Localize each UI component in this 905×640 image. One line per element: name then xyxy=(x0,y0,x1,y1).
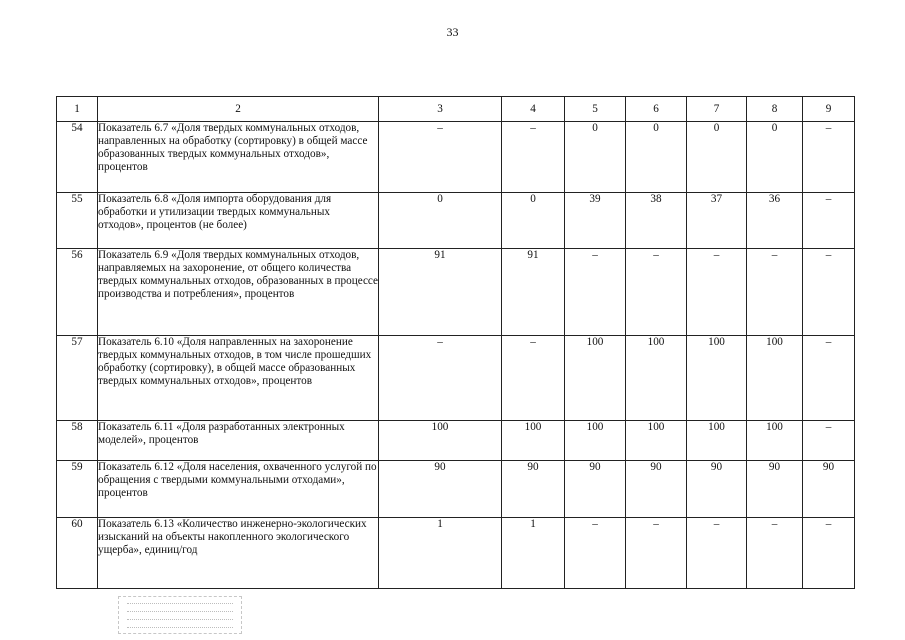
value-cell: – xyxy=(803,249,855,336)
indicator-description: Показатель 6.7 «Доля твердых коммунальных отходов, направленных на обработку (сортировку) в общей массе образованных твердых коммунальных отходов», процентов xyxy=(98,122,379,193)
indicator-description: Показатель 6.9 «Доля твердых коммунальных отходов, направляемых на захоронение, от общего количества твердых коммунальных отходов, образованных в процессе производства и потребления», процентов xyxy=(98,249,379,336)
value-cell: 90 xyxy=(687,461,747,518)
value-cell: 39 xyxy=(565,193,626,249)
faded-stamp xyxy=(118,596,242,634)
value-cell: 100 xyxy=(502,421,565,461)
value-cell: 90 xyxy=(626,461,687,518)
value-cell: 90 xyxy=(502,461,565,518)
value-cell: 91 xyxy=(502,249,565,336)
value-cell: 0 xyxy=(379,193,502,249)
value-cell: 0 xyxy=(626,122,687,193)
value-cell: – xyxy=(747,249,803,336)
indicator-description: Показатель 6.11 «Доля разработанных электронных моделей», процентов xyxy=(98,421,379,461)
value-cell: – xyxy=(803,421,855,461)
value-cell: 37 xyxy=(687,193,747,249)
row-number: 55 xyxy=(57,193,98,249)
value-cell: – xyxy=(379,122,502,193)
row-number: 57 xyxy=(57,336,98,421)
value-cell: – xyxy=(626,518,687,589)
table-row xyxy=(57,461,855,518)
value-cell: 100 xyxy=(747,336,803,421)
value-cell: 0 xyxy=(502,193,565,249)
header-cell: 4 xyxy=(502,97,565,122)
value-cell: 0 xyxy=(565,122,626,193)
value-cell: – xyxy=(803,518,855,589)
table-row xyxy=(57,249,855,336)
indicator-description: Показатель 6.12 «Доля населения, охваченного услугой по обращения с твердыми коммунальными отходами», процентов xyxy=(98,461,379,518)
indicator-description: Показатель 6.10 «Доля направленных на захоронение твердых коммунальных отходов, в том числе прошедших обработку (сортировку), в общей массе образованных твердых коммунальных отходов», процентов xyxy=(98,336,379,421)
value-cell: 100 xyxy=(626,336,687,421)
value-cell: – xyxy=(502,336,565,421)
value-cell: 1 xyxy=(502,518,565,589)
indicator-description: Показатель 6.8 «Доля импорта оборудования для обработки и утилизации твердых коммунальных отходов», процентов (не более) xyxy=(98,193,379,249)
value-cell: – xyxy=(687,518,747,589)
header-cell: 5 xyxy=(565,97,626,122)
value-cell: – xyxy=(747,518,803,589)
value-cell: 100 xyxy=(379,421,502,461)
header-cell: 8 xyxy=(747,97,803,122)
value-cell: – xyxy=(626,249,687,336)
value-cell: 100 xyxy=(687,421,747,461)
value-cell: 1 xyxy=(379,518,502,589)
row-number: 59 xyxy=(57,461,98,518)
row-number: 56 xyxy=(57,249,98,336)
header-cell: 9 xyxy=(803,97,855,122)
value-cell: – xyxy=(379,336,502,421)
indicators-table xyxy=(56,96,855,589)
value-cell: 100 xyxy=(747,421,803,461)
header-cell: 6 xyxy=(626,97,687,122)
value-cell: 100 xyxy=(687,336,747,421)
value-cell: 100 xyxy=(565,336,626,421)
header-row xyxy=(57,97,855,122)
value-cell: 38 xyxy=(626,193,687,249)
row-number: 58 xyxy=(57,421,98,461)
value-cell: – xyxy=(565,249,626,336)
value-cell: – xyxy=(565,518,626,589)
table-row xyxy=(57,518,855,589)
value-cell: – xyxy=(803,193,855,249)
value-cell: 90 xyxy=(803,461,855,518)
value-cell: 0 xyxy=(687,122,747,193)
value-cell: 91 xyxy=(379,249,502,336)
value-cell: 90 xyxy=(747,461,803,518)
table-row xyxy=(57,122,855,193)
value-cell: 100 xyxy=(565,421,626,461)
table-row xyxy=(57,421,855,461)
table-row xyxy=(57,336,855,421)
value-cell: 36 xyxy=(747,193,803,249)
value-cell: – xyxy=(803,336,855,421)
row-number: 54 xyxy=(57,122,98,193)
header-cell: 7 xyxy=(687,97,747,122)
page-number: 33 xyxy=(446,25,459,39)
value-cell: 0 xyxy=(747,122,803,193)
header-cell: 3 xyxy=(379,97,502,122)
value-cell: – xyxy=(687,249,747,336)
table-row xyxy=(57,193,855,249)
value-cell: 100 xyxy=(626,421,687,461)
value-cell: – xyxy=(502,122,565,193)
value-cell: 90 xyxy=(379,461,502,518)
indicator-description: Показатель 6.13 «Количество инженерно-экологических изысканий на объекты накопленного экологического ущерба», единиц/год xyxy=(98,518,379,589)
header-cell: 2 xyxy=(98,97,379,122)
header-cell: 1 xyxy=(57,97,98,122)
value-cell: – xyxy=(803,122,855,193)
row-number: 60 xyxy=(57,518,98,589)
value-cell: 90 xyxy=(565,461,626,518)
